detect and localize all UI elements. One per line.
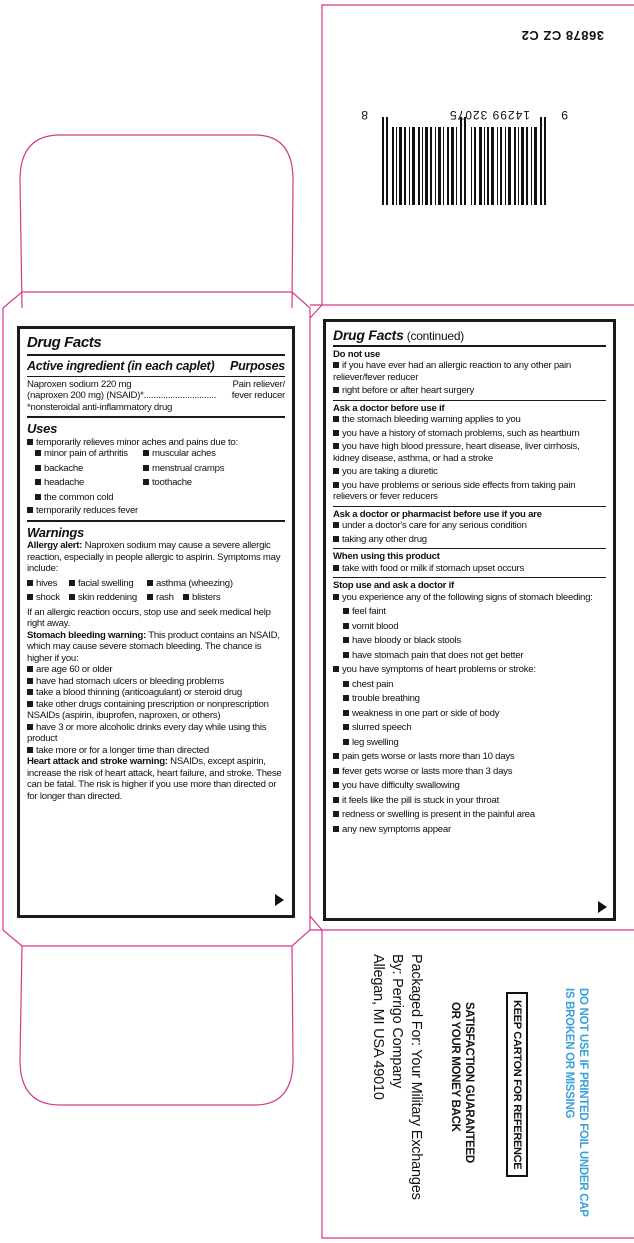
lot-code: 36878 CZ C2	[521, 28, 604, 43]
symptom: hives	[27, 578, 69, 590]
uses-intro: temporarily relieves minor aches and pains due to:	[27, 437, 285, 449]
bleeding-sign: have bloody or black stools	[343, 635, 606, 647]
top-panel	[322, 5, 634, 305]
barcode-bars	[369, 117, 554, 205]
stop-use-item: any new symptoms appear	[333, 824, 606, 836]
stomach-item: are age 60 or older	[27, 664, 285, 676]
use-item: the common cold	[35, 492, 143, 504]
symptom: facial swelling	[69, 578, 147, 590]
ask-pharmacist-item: taking any other drug	[333, 534, 606, 546]
continue-arrow-icon	[275, 894, 284, 906]
do-not-use-item: if you have ever had an allergic reaction to any other pain reliever/fever reducer	[333, 360, 606, 383]
stomach-item: have had stomach ulcers or bleeding problems	[27, 676, 285, 688]
uses-fever: temporarily reduces fever	[27, 505, 285, 517]
use-item: muscular aches	[143, 448, 224, 460]
do-not-use-item: right before or after heart surgery	[333, 385, 606, 397]
foil-warning: DO NOT USE IF PRINTED FOIL UNDER CAP IS BROKEN OR MISSING	[563, 988, 589, 1217]
keep-carton-box: KEEP CARTON FOR REFERENCE	[506, 992, 528, 1177]
bleeding-sign: feel faint	[343, 606, 606, 618]
heart-symptom: slurred speech	[343, 722, 606, 734]
ask-pharmacist-header: Ask a doctor or pharmacist before use if you are	[333, 508, 542, 520]
ingredient-line-1: Naproxen sodium 220 mg	[27, 378, 132, 390]
stomach-item: take other drugs containing prescription or nonprescription NSAIDs (aspirin, ibuprofen, naproxen, or others)	[27, 699, 285, 722]
drug-facts-continued-title: Drug Facts (continued)	[333, 327, 464, 343]
use-item: menstrual cramps	[143, 463, 224, 475]
stomach-item: take more or for a longer time than directed	[27, 745, 285, 757]
stop-use-item: it feels like the pill is stuck in your throat	[333, 795, 606, 807]
use-item: toothache	[143, 477, 224, 489]
leader-dots: ..............................	[143, 390, 217, 401]
stomach-item: take a blood thinning (anticoagulant) or steroid drug	[27, 687, 285, 699]
purposes-header: Purposes	[230, 358, 285, 373]
ask-doctor-item: you have problems or serious side effects from taking pain relievers or fever reducers	[333, 480, 606, 503]
purpose-line-1: Pain reliever/	[232, 378, 285, 390]
barcode-right-digit: 8	[360, 108, 368, 122]
barcode-digits: 14299 32075	[448, 108, 530, 122]
stomach-item: have 3 or more alcoholic drinks every day while using this product	[27, 722, 285, 745]
continue-arrow-icon	[598, 901, 607, 913]
footnote: *nonsteroidal anti-inflammatory drug	[27, 401, 173, 413]
do-not-use-header: Do not use	[333, 348, 381, 360]
heart-symptoms-intro: you have symptoms of heart problems or stroke:	[333, 664, 606, 676]
ask-doctor-header: Ask a doctor before use if	[333, 402, 445, 414]
ask-pharmacist-item: under a doctor's care for any serious condition	[333, 520, 606, 532]
ask-doctor-item: you have a history of stomach problems, such as heartburn	[333, 428, 606, 440]
stop-use-item: you have difficulty swallowing	[333, 780, 606, 792]
stomach-warning: Stomach bleeding warning: This product contains an NSAID, which may cause severe stomach bleeding. The chance is higher if you:	[27, 629, 280, 664]
ask-doctor-item: you have high blood pressure, heart disease, liver cirrhosis, kidney disease, asthma, or had a stroke	[333, 441, 606, 464]
heart-symptom: trouble breathing	[343, 693, 606, 705]
when-using-item: take with food or milk if stomach upset occurs	[333, 563, 606, 575]
allergy-followup: If an allergic reaction occurs, stop use and seek medical help right away.	[27, 606, 271, 630]
ingredient-line-2: (naproxen 200 mg) (NSAID)*	[27, 390, 144, 401]
purpose-line-2: fever reducer	[231, 390, 285, 401]
symptom: shock	[27, 592, 69, 604]
when-using-header: When using this product	[333, 551, 440, 563]
drug-facts-title: Drug Facts	[27, 334, 102, 351]
left-bottom-flap	[20, 946, 293, 1105]
ask-doctor-item: you are taking a diuretic	[333, 466, 606, 478]
ask-doctor-item: the stomach bleeding warning applies to you	[333, 414, 606, 426]
heart-symptom: chest pain	[343, 679, 606, 691]
bleeding-sign: have stomach pain that does not get better	[343, 650, 606, 662]
drug-facts-panel-left	[17, 326, 295, 918]
allergy-alert: Allergy alert: Naproxen sodium may cause a severe allergic reaction, especially in people allergic to aspirin. Symptoms may include:	[27, 540, 281, 575]
drug-facts-panel-right	[323, 319, 616, 921]
heart-symptom: weakness in one part or side of body	[343, 708, 606, 720]
symptom: asthma (wheezing)	[147, 578, 233, 590]
heart-warning: Heart attack and stroke warning: NSAIDs, except aspirin, increase the risk of heart attack, heart failure, and stroke. These can be fatal. The risk is higher if you use more than directed or for longer than directed.	[27, 756, 282, 802]
stop-use-item: redness or swelling is present in the painful area	[333, 809, 606, 821]
stop-use-item: pain gets worse or lasts more than 10 days	[333, 751, 606, 763]
use-item: headache	[35, 477, 143, 489]
stop-use-item: fever gets worse or lasts more than 3 days	[333, 766, 606, 778]
warnings-header: Warnings	[27, 524, 84, 540]
uses-header: Uses	[27, 421, 58, 436]
packaged-for: Packaged For: Your Military Exchanges By: Perrigo Company Allegan, MI USA 49010	[370, 954, 424, 1200]
symptom: skin reddening	[69, 592, 147, 604]
stop-use-intro: you experience any of the following signs of stomach bleeding:	[333, 592, 606, 604]
use-item: backache	[35, 463, 143, 475]
upc-barcode	[360, 105, 568, 205]
symptom: blisters	[183, 592, 220, 604]
symptom: rash	[147, 592, 183, 604]
satisfaction-guarantee: SATISFACTION GUARANTEED OR YOUR MONEY BACK	[449, 1002, 475, 1163]
left-top-flap	[20, 135, 293, 308]
heart-symptom: leg swelling	[343, 737, 606, 749]
bottom-panel	[322, 930, 634, 1238]
barcode-left-digit: 9	[560, 108, 568, 122]
stop-use-header: Stop use and ask a doctor if	[333, 580, 454, 592]
use-item: minor pain of arthritis	[35, 448, 143, 460]
active-ingredient-header: Active ingredient (in each caplet)	[27, 358, 215, 373]
bleeding-sign: vomit blood	[343, 621, 606, 633]
